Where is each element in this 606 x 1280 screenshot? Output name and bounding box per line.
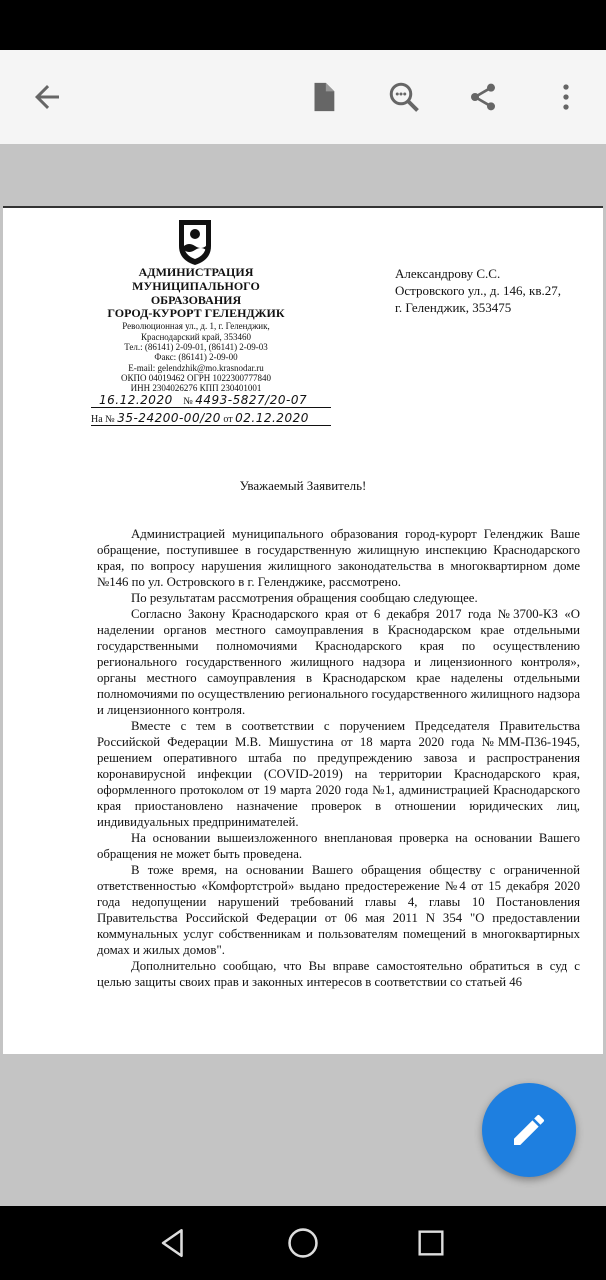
nav-home-button[interactable]	[280, 1220, 326, 1266]
zoom-search-icon	[386, 79, 422, 115]
nav-recents-square-icon	[415, 1227, 447, 1259]
number-label: №	[183, 396, 193, 407]
paragraph: На основании вышеизложенного внеплановая проверка на основании Вашего обращения не может быть проведена.	[97, 831, 580, 861]
paragraph: Вместе с тем в соответствии с поручением Председателя Правительства Российской Федерации М.В. Мишустина от 18 марта 2020 года №ММ-П36-1945, решением оперативного штаба по предупреждению завоза и распространения коронавирусной инфекции (COVID-2019) на территории Краснодарского края, оформленного протоколом от 19 марта 2020 года №1, администрацией Краснодарского края приостановлено назначение проверок в отношении юридических лиц, индивидуальных предпринимателей.	[97, 719, 580, 829]
org-name-line: ОБРАЗОВАНИЯ	[150, 292, 242, 307]
sender-phone: Тел.: (86141) 2-09-01, (86141) 2-09-03	[124, 341, 268, 352]
org-name-line: ГОРОД-КУРОРТ ГЕЛЕНДЖИК	[107, 306, 285, 321]
edit-fab-button[interactable]	[482, 1083, 576, 1177]
more-vertical-icon	[550, 81, 582, 113]
org-name-line: МУНИЦИПАЛЬНОГО	[132, 278, 260, 293]
more-options-button[interactable]	[541, 72, 591, 122]
greeting: Уважаемый Заявитель!	[239, 478, 367, 493]
addressee-city: г. Геленджик, 353475	[395, 299, 512, 315]
paragraph: Дополнительно сообщаю, что Вы вправе самостоятельно обратиться в суд с целью защиты своих прав и законных интересов в соответствии со статьей 46	[97, 959, 580, 989]
registration-block	[91, 393, 331, 426]
sender-fax: Факс: (86141) 2-09-00	[154, 352, 238, 363]
addressee-name: Александрову С.С.	[395, 266, 501, 281]
registration-date: 16.12.2020	[99, 393, 173, 407]
share-icon	[467, 81, 499, 113]
arrow-left-icon	[29, 79, 65, 115]
system-nav-bar	[0, 1206, 606, 1280]
status-bar	[0, 0, 606, 50]
addressee-street: Островского ул., д. 146, кв.27,	[395, 282, 561, 298]
app-toolbar	[0, 50, 606, 144]
paragraph: Согласно Закону Краснодарского края от 6 декабря 2017 года №3700-КЗ «О наделении органов местного самоуправления в Краснодарском крае отдельными государственными полномочиями Краснодарского края по осуществлению регионального государственного жилищного надзора и лицензионного контроля», органы местного самоуправления в Краснодарском крае наделены отдельными полномочиями по осуществлению регионального государственного жилищного надзора и лицензионного контроля.	[97, 607, 580, 717]
org-name-line: АДМИНИСТРАЦИЯ	[138, 265, 254, 279]
share-button[interactable]	[458, 72, 508, 122]
letter-body	[97, 526, 580, 990]
back-button[interactable]	[22, 72, 72, 122]
nav-recents-button[interactable]	[408, 1220, 454, 1266]
nav-home-circle-icon	[286, 1226, 320, 1260]
file-button[interactable]	[298, 72, 348, 122]
ref-number: 35-24200-00/20	[117, 411, 221, 425]
coat-of-arms-emblem	[175, 218, 215, 266]
nav-back-triangle-icon	[156, 1226, 190, 1260]
search-button[interactable]	[379, 72, 429, 122]
sender-email: E-mail: gelendzhik@mo.krasnodar.ru	[128, 362, 264, 373]
sender-inn: ИНН 2304026276 КПП 230401001	[130, 383, 262, 394]
paragraph: Администрацией муниципального образования город-курорт Геленджик Ваше обращение, поступившее в государственную жилищную инспекцию Краснодарского края, по вопросу нарушения жилищного законодательства в многоквартирном доме №146 по ул. Островского в г. Геленджике, рассмотрено.	[97, 527, 580, 589]
sender-header	[91, 266, 301, 394]
paragraph: В тоже время, на основании Вашего обращения обществу с ограниченной ответственностью «Комфортстрой» выдано предостережение №4 от 15 декабря 2020 года недопущении нарушений требований главы 4, главы 10 Постановления Правительства Российской Федерации от 06 мая 2011 N 354 "О предоставлении коммунальных услуг собственникам и пользователям помещений в многоквартирных домах и жилых домов".	[97, 863, 580, 957]
sender-address: Революционная ул., д. 1, г. Геленджик,	[122, 321, 270, 332]
addressee-block	[395, 266, 595, 317]
from-label: от	[223, 414, 233, 425]
paragraph: По результатам рассмотрения обращения сообщаю следующее.	[131, 591, 478, 605]
registration-number: 4493-5827/20-07	[195, 393, 308, 407]
file-icon	[306, 80, 340, 114]
sender-okpo: ОКПО 04019462 ОГРН 1022300777840	[121, 372, 271, 383]
ref-date: 02.12.2020	[235, 411, 309, 425]
nav-back-button[interactable]	[150, 1220, 196, 1266]
ref-label: На №	[91, 414, 115, 425]
document-page	[3, 206, 603, 1054]
document-viewer[interactable]	[0, 144, 606, 1206]
sender-address: Краснодарский край, 353460	[140, 331, 252, 342]
edit-pencil-icon	[509, 1110, 549, 1150]
